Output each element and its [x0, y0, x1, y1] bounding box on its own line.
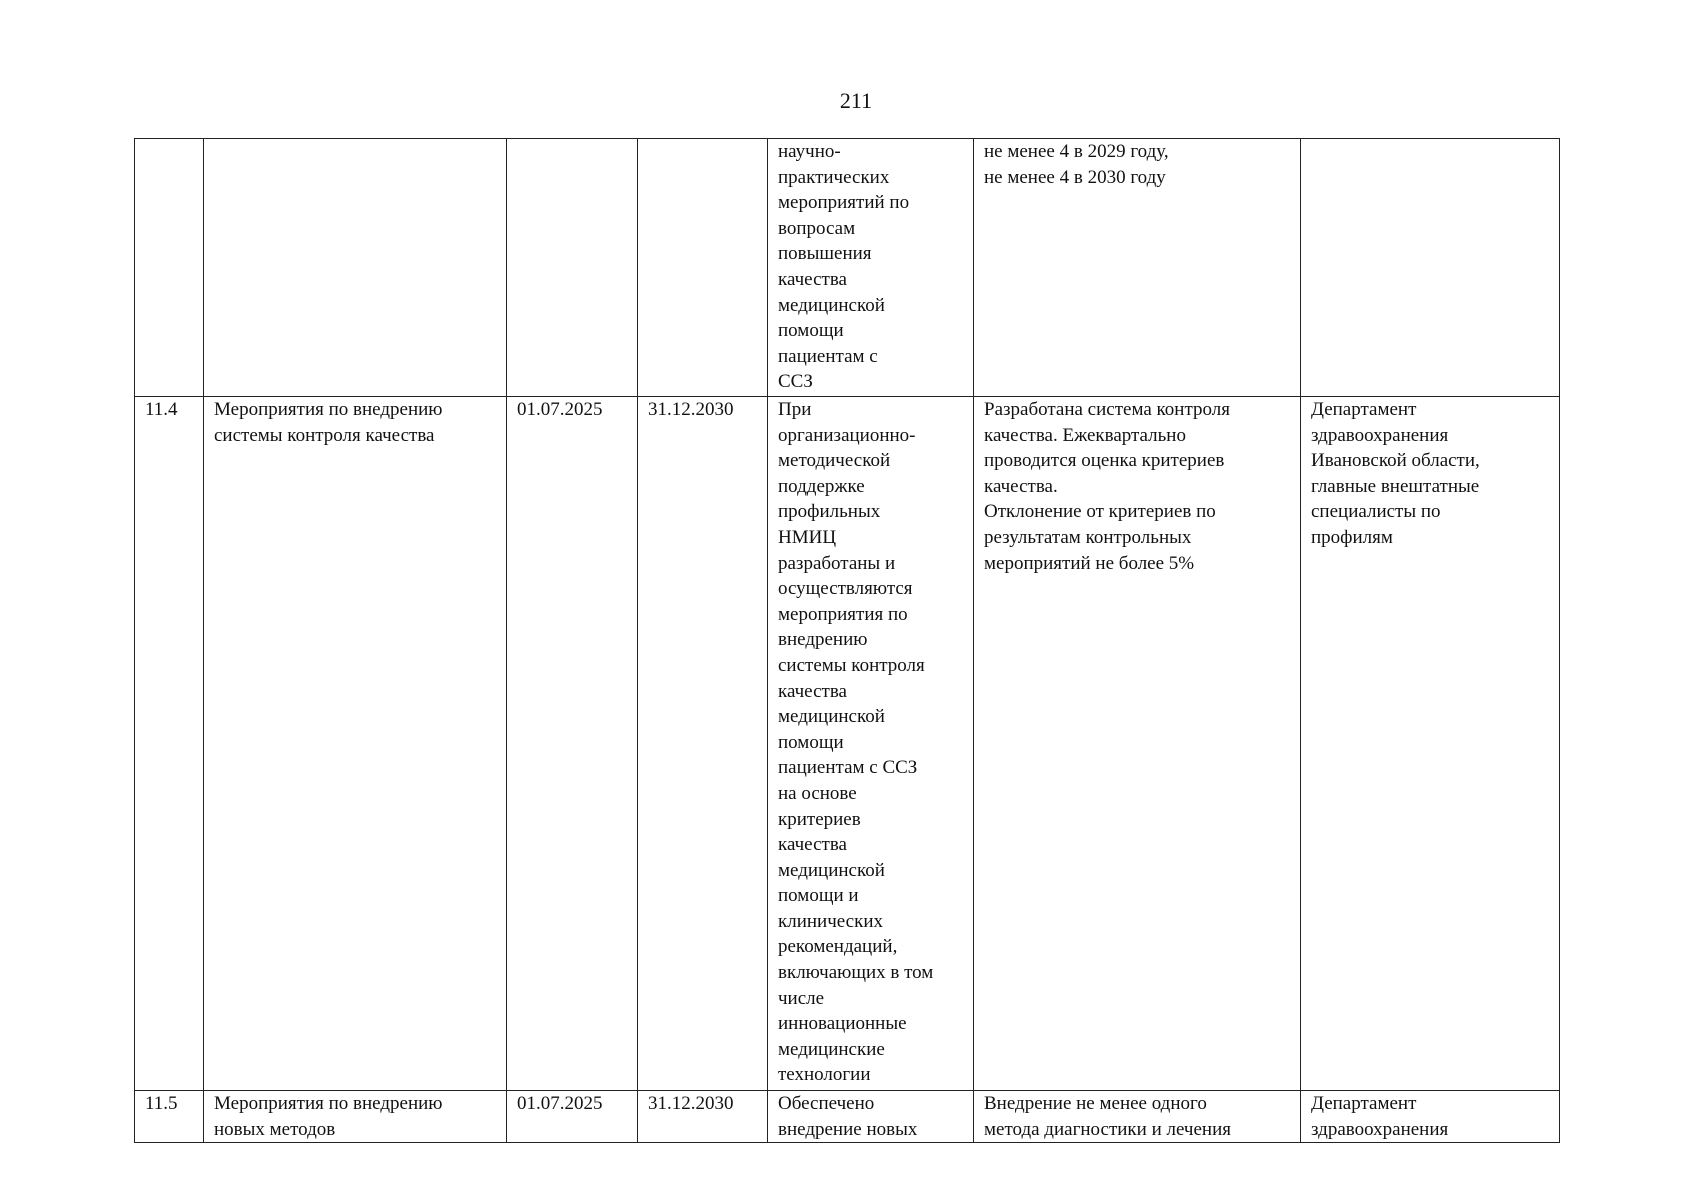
measure-name-cell: Мероприятия по внедрению системы контроля качества	[204, 397, 507, 1091]
end-date-cell	[638, 139, 768, 397]
responsible-cell: Департамент здравоохранения Ивановской области, главные внештатные специалисты по профилям	[1301, 397, 1560, 1091]
page-number: 211	[839, 88, 873, 113]
result-cell: Разработана система контроля качества. Ежеквартально проводится оценка критериев качества. Отклонение от критериев по результатам контрольных мероприятий не более 5%	[974, 397, 1301, 1091]
start-date-cell: 01.07.2025	[507, 1091, 638, 1143]
start-date-cell: 01.07.2025	[507, 397, 638, 1091]
measure-name-cell: Мероприятия по внедрению новых методов	[204, 1091, 507, 1143]
result-cell: Внедрение не менее одного метода диагностики и лечения	[974, 1091, 1301, 1143]
end-date-cell: 31.12.2030	[638, 1091, 768, 1143]
end-date-cell: 31.12.2030	[638, 397, 768, 1091]
responsible-cell: Департамент здравоохранения	[1301, 1091, 1560, 1143]
row-number-cell: 11.4	[135, 397, 204, 1091]
responsible-cell	[1301, 139, 1560, 397]
measure-name-cell	[204, 139, 507, 397]
start-date-cell	[507, 139, 638, 397]
row-number-cell: 11.5	[135, 1091, 204, 1143]
action-description-cell: При организационно- методической поддержке профильных НМИЦ разработаны и осуществляются мероприятия по внедрению системы контроля качества медицинской помощи пациентам с ССЗ на основе критериев качества медицинской помощи и клинических рекомендаций, включающих в том числе инновационные медицинские технологии	[768, 397, 974, 1091]
row-number-cell	[135, 139, 204, 397]
result-cell: не менее 4 в 2029 году, не менее 4 в 2030 году	[974, 139, 1301, 397]
table-row	[135, 139, 1560, 397]
table-row	[135, 1091, 1560, 1143]
measures-table	[134, 138, 1560, 1143]
action-description-cell: Обеспечено внедрение новых	[768, 1091, 974, 1143]
action-description-cell: научно- практических мероприятий по вопросам повышения качества медицинской помощи пациентам с ССЗ	[768, 139, 974, 397]
table-row	[135, 397, 1560, 1091]
